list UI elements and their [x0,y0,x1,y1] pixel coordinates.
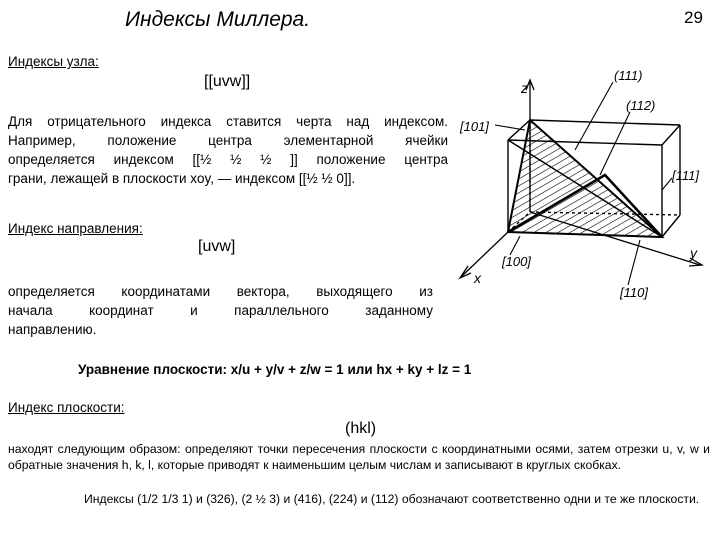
direction-index-formula: [uvw] [198,238,236,255]
plane-index-paragraph-2: Индексы (1/2 1/3 1) и (326), (2 ½ 3) и (416), (224) и (112) обозначают соответственно одни и те же плоскости. [84,492,700,506]
node-line-1: Для отрицательного индекса ставится черта над индексом. [8,114,448,129]
direction-100-label: [100] [502,254,531,269]
direction-line-3: направлению. [8,322,97,337]
z-axis-label: z [521,80,528,96]
node-line-4: грани, лежащей в плоскости xoy, — индексом [[½ ½ 0]]. [8,171,356,186]
direction-110-label: [110] [620,285,648,300]
node-index-paragraph [8,112,448,188]
plane-index-formula: (hkl) [345,420,377,437]
direction-index-paragraph [8,282,433,339]
direction-line-1: определяется координатами вектора, выходящего из [8,284,433,299]
node-line-3: определяется индексом [[½ ½ ½ ]] положение центра [8,152,448,167]
page-number: 29 [684,8,703,27]
x-axis-label: x [474,270,481,286]
plane-index-heading: Индекс плоскости: [8,400,125,415]
node-line-2: Например, положение центра элементарной ячейки [8,133,448,148]
node-index-heading: Индексы узла: [8,54,99,69]
direction-101-label: [101] [460,119,489,134]
plane-equation: Уравнение плоскости: x/u + y/v + z/w = 1 или hx + ky + lz = 1 [78,362,472,377]
direction-line-2: начала координат и параллельного заданному [8,303,433,318]
plane-111-label: (111) [614,68,643,83]
page-title: Индексы Миллера. [125,8,311,31]
y-axis-label: y [690,245,697,261]
node-index-formula: [[uvw]] [204,73,251,90]
direction-index-heading: Индекс направления: [8,221,143,236]
plane-index-paragraph: находят следующим образом: определяют точки пересечения плоскости с координатными осями, затем отрезки u, v, w и обратные значения h, k, l, которые приводят к наименьшим целым числам и записывают в круглых скобках. [8,442,710,472]
plane-112-label: (112) [626,98,656,113]
crystal-cube-figure [440,55,715,305]
direction-111-label: [111] [672,168,699,183]
